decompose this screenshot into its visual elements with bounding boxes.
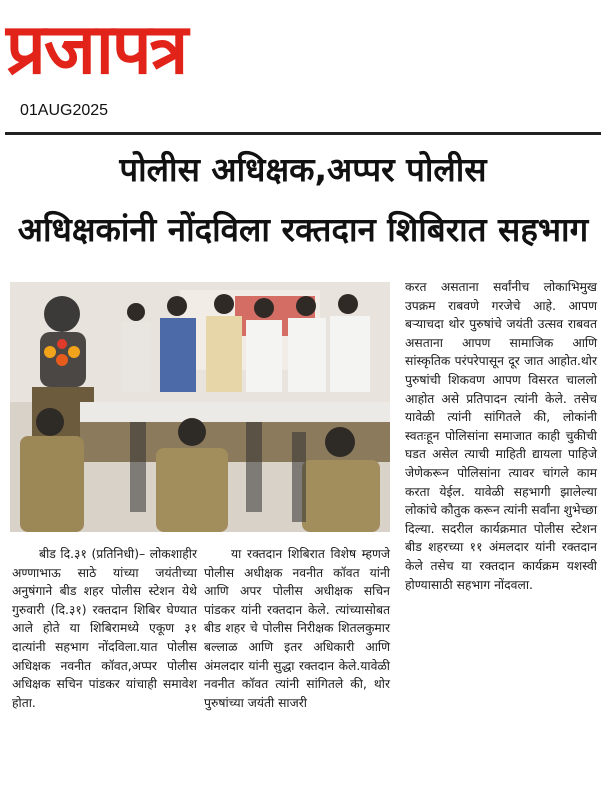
article-paragraph-3: करत असताना सर्वांनीच लोकाभिमुख उपक्रम राबवणे गरजेचे आहे. आपण बऱ्याचदा थोर पुरुषांचे जयंती उत्सव राबवत असताना आपण सामाजिक आणि सांस्कृतिक परंपरेपासून दूर जात आहोत.थोर पुरुषांची शिकवण आपण विसरत चाललो आहोत असे प्रतिपादन त्यांनी केले. तसेच यावेळी त्यांनी सांगितले की, लोकांनी स्वतःहून पोलिसांना समाजात काही चुकीची घडत असेल त्याची माहिती द्यायला पाहिजे जेणेकरून पोलिसांना त्यावर चांगले काम करता येईल. यावेळी सहभागी झालेल्या लोकांचे कौतुक करून त्यांनी सर्वांना शुभेच्छा दिल्या. सदरील कार्यक्रमात पोलीस स्टेशन बीड शहरच्या ११ अंमलदार यांनी रक्तदान केले तसेच या रक्तदान कार्यक्रम यशस्वी होण्यासाठी सहभाग नोंदवला. — [405, 280, 597, 592]
headline-line-2: अधिक्षकांनी नोंदविला रक्तदान शिबिरात सहभाग — [17, 210, 589, 249]
article-column-1 — [12, 545, 197, 712]
newspaper-masthead: प्रजापत्र — [6, 8, 187, 90]
statue-head — [44, 296, 80, 332]
edition-date: 01AUG2025 — [20, 102, 109, 119]
event-photo — [10, 282, 390, 532]
article-paragraph-2: या रक्तदान शिबिरात विशेष म्हणजे पोलीस अधीक्षक नवनीत कॉवत यांनी आणि अपर पोलीस अधीक्षक सचिन पांडकर यांनी रक्तदान केले. त्यांच्यासोबत बीड शहर चे पोलीस निरीक्षक शितलकुमार बल्लाळ आणि इतर अधिकारी आणि अंमलदार यांनी सुद्धा रक्तदान केले.यावेळी नवनीत कॉवत त्यांनी सांगितले की, थोर पुरुषांच्या जयंती साजरी — [204, 547, 390, 710]
article-column-3 — [405, 278, 597, 594]
article-paragraph-1: बीड दि.३१ (प्रतिनिधी)– लोकशाहीर अण्णाभाऊ साठे यांच्या जयंतीच्या अनुषंगाने बीड शहर पोलीस स्टेशन येथे गुरुवारी (दि.३१) रक्तदान शिबिर घेण्यात आले होते या शिबिरामध्ये एकूण ३१ दात्यांनी सहभाग नोंदविला.यात पोलीस अधिक्षक नवनीत कॉवत,अप्पर पोलीस अधिक्षक सचिन पांडकर यांचाही समावेश होता. — [12, 547, 197, 710]
article-column-2 — [204, 545, 390, 712]
header-divider — [5, 132, 601, 135]
headline-line-1: पोलीस अधिक्षक,अप्पर पोलीस — [119, 150, 487, 189]
